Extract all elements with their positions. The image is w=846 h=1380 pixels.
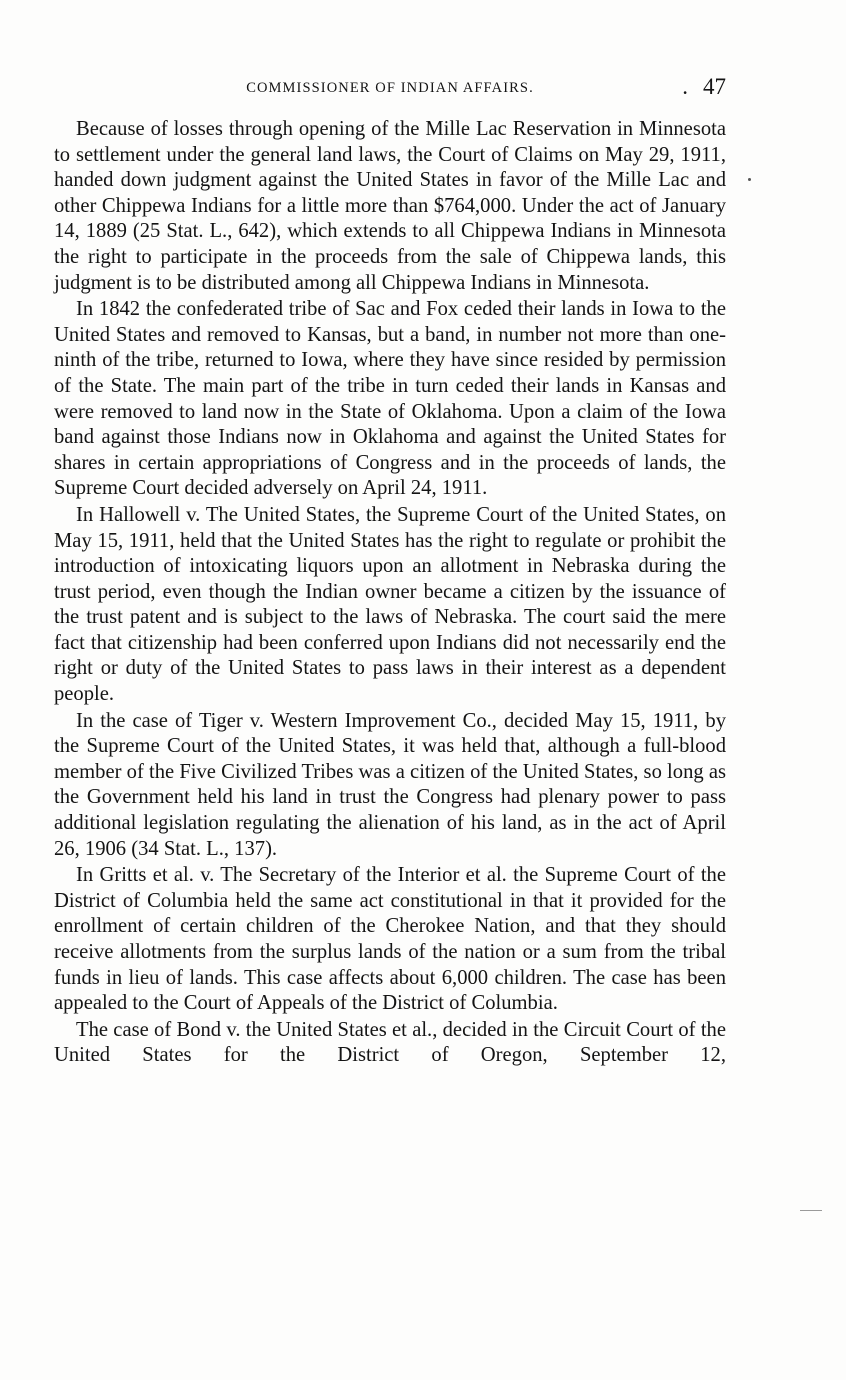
running-title: COMMISSIONER OF INDIAN AFFAIRS.: [246, 80, 534, 96]
running-header: [54, 74, 726, 104]
paragraph-bond-case: The case of Bond v. the United States et al., decided in the Circuit Court of the United States for the District of Oregon, September 12,: [54, 1018, 726, 1067]
page-number-dot: .: [682, 74, 688, 99]
scan-speck: [748, 178, 751, 181]
paragraph-mille-lac-judgment: Because of losses through opening of the Mille Lac Reservation in Minnesota to settlement under the general land laws, the Court of Claims on May 29, 1911, handed down judgment against the United States in favor of the Mille Lac and other Chippewa Indians for a little more than $764,000. Under the act of January 14, 1889 (25 Stat. L., 642), which extends to all Chippewa Indians in Minnesota the right to participate in the proceeds from the sale of Chippewa lands, this judgment is to be distributed among all Chippewa Indians in Minnesota.: [54, 118, 726, 294]
paragraph-gritts-case: In Gritts et al. v. The Secretary of the Interior et al. the Supreme Court of the District of Columbia held the same act constitutional in that it provided for the enrollment of certain children of the Cherokee Nation, and that they should receive allotments from the surplus lands of the nation or a sum from the tribal funds in lieu of lands. This case affects about 6,000 children. The case has been appealed to the Court of Appeals of the District of Columbia.: [54, 864, 726, 1015]
body-text: [54, 117, 726, 1070]
margin-scan-mark: [800, 1210, 822, 1211]
paragraph-sac-and-fox: In 1842 the confederated tribe of Sac and Fox ceded their lands in Iowa to the United States and removed to Kansas, but a band, in number not more than one-ninth of the tribe, returned to Iowa, where they have since resided by permission of the State. The main part of the tribe in turn ceded their lands in Kansas and were removed to land now in the State of Oklahoma. Upon a claim of the Iowa band against those Indians now in Oklahoma and against the United States for shares in certain appropriations of Congress and in the proceeds of lands, the Supreme Court decided adversely on April 24, 1911.: [54, 298, 726, 500]
paragraph-hallowell-case: In Hallowell v. The United States, the Supreme Court of the United States, on May 15, 1911, held that the United States has the right to regulate or prohibit the introduction of intoxicating liquors upon an allotment in Nebraska during the trust period, even though the Indian owner became a citizen by the issuance of the trust patent and is subject to the laws of Nebraska. The court said the mere fact that citizenship had been conferred upon Indians did not necessarily end the right or duty of the United States to pass laws in their interest as a dependent people.: [54, 503, 726, 706]
page-number: 47: [703, 74, 726, 99]
paragraph-tiger-case: In the case of Tiger v. Western Improvement Co., decided May 15, 1911, by the Supreme Court of the United States, it was held that, although a full-blood member of the Five Civilized Tribes was a citizen of the United States, so long as the Government held his land in trust the Congress had plenary power to pass additional legislation regulating the alienation of his land, as in the act of April 26, 1906 (34 Stat. L., 137).: [54, 709, 726, 860]
